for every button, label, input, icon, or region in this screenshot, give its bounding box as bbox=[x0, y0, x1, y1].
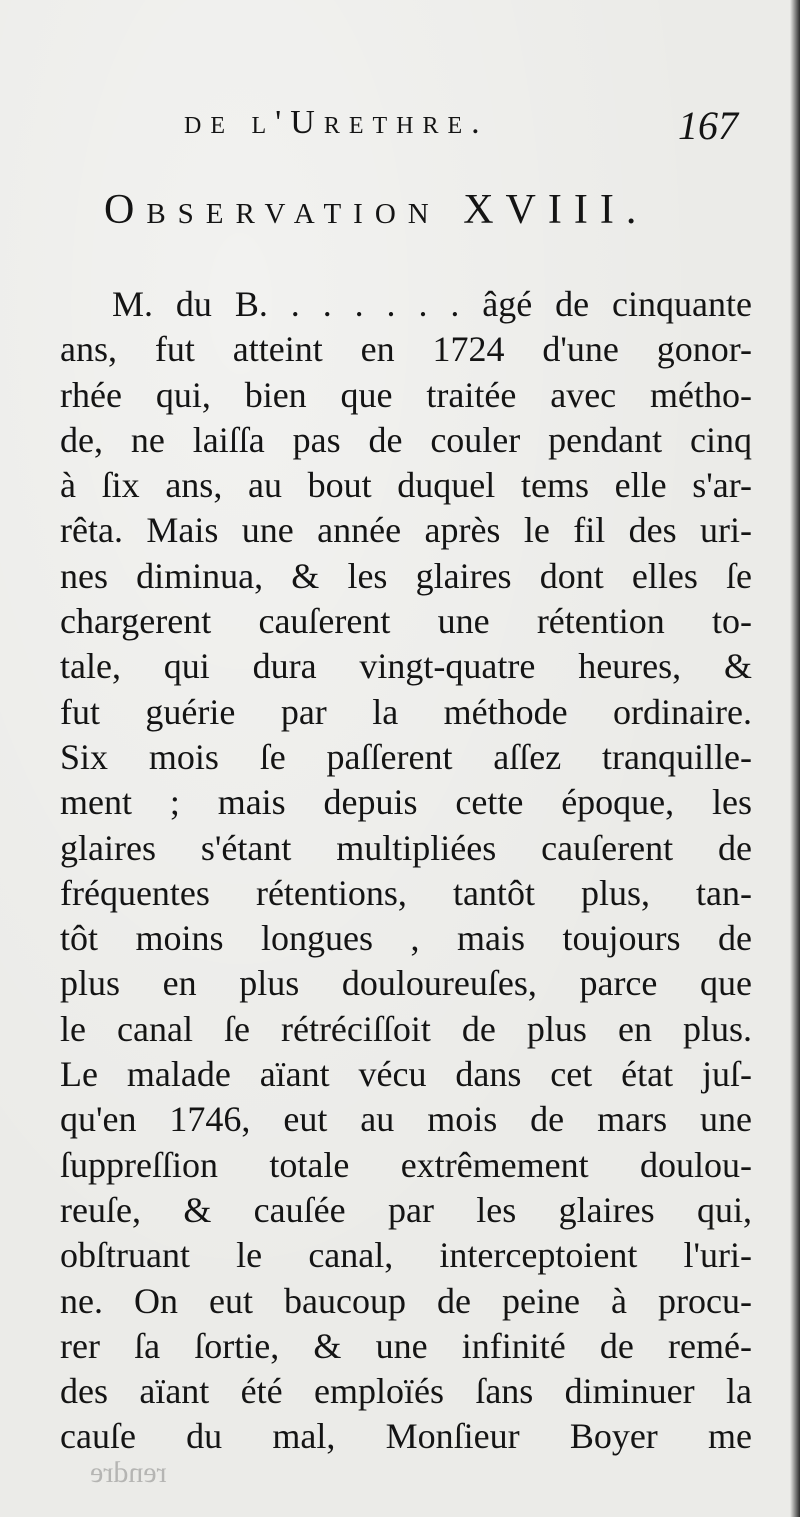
page-number: 167 bbox=[678, 103, 738, 148]
running-title: de l'Urethre. bbox=[184, 104, 489, 141]
text-line: Six mois ſe paſſerent aſſez tranquille- bbox=[60, 736, 752, 777]
text-line: ment ; mais depuis cette époque, les bbox=[60, 782, 752, 823]
text-line: qu'en 1746, eut au mois de mars une bbox=[60, 1099, 752, 1140]
text-line: ſuppreſſion totale extrêmement doulou- bbox=[60, 1144, 752, 1185]
running-head bbox=[0, 100, 800, 150]
text-line: des aïant été emploïés ſans diminuer la bbox=[60, 1371, 752, 1412]
text-line: obſtruant le canal, interceptoient l'uri- bbox=[60, 1235, 752, 1276]
catchword: rendre bbox=[90, 1456, 167, 1489]
text-line: fut guérie par la méthode ordinaire. bbox=[60, 691, 752, 732]
section-title: Observation XVIII. bbox=[104, 187, 649, 233]
text-line: le canal ſe rétréciſſoit de plus en plus. bbox=[60, 1008, 752, 1049]
text-line: de, ne laiſſa pas de couler pendant cinq bbox=[60, 419, 752, 460]
body-text bbox=[60, 282, 752, 1460]
text-line: fréquentes rétentions, tantôt plus, tan- bbox=[60, 872, 752, 913]
text-line: glaires s'étant multipliées cauſerent de bbox=[60, 827, 752, 868]
text-line: à ſix ans, au bout duquel tems elle s'ar- bbox=[60, 465, 752, 506]
text-line: rhée qui, bien que traitée avec métho- bbox=[60, 374, 752, 415]
text-line: ans, fut atteint en 1724 d'une gonor- bbox=[60, 329, 752, 370]
text-line: reuſe, & cauſée par les glaires qui, bbox=[60, 1189, 752, 1230]
text-line: tôt moins longues , mais toujours de bbox=[60, 918, 752, 959]
text-line: rer ſa ſortie, & une infinité de remé- bbox=[60, 1325, 752, 1366]
text-line: cauſe du mal, Monſieur Boyer me bbox=[60, 1416, 752, 1457]
text-line: tale, qui dura vingt-quatre heures, & bbox=[60, 646, 752, 687]
text-line: M. du B. . . . . . . âgé de cinquante bbox=[112, 284, 752, 324]
text-line: chargerent cauſerent une rétention to- bbox=[60, 601, 752, 642]
text-line: rêta. Mais une année après le fil des uri- bbox=[60, 510, 752, 551]
text-line: Le malade aïant vécu dans cet état juſ- bbox=[60, 1054, 752, 1095]
text-line: nes diminua, & les glaires dont elles ſe bbox=[60, 555, 752, 596]
text-line: ne. On eut baucoup de peine à procu- bbox=[60, 1280, 752, 1321]
text-line: plus en plus douloureuſes, parce que bbox=[60, 963, 752, 1004]
